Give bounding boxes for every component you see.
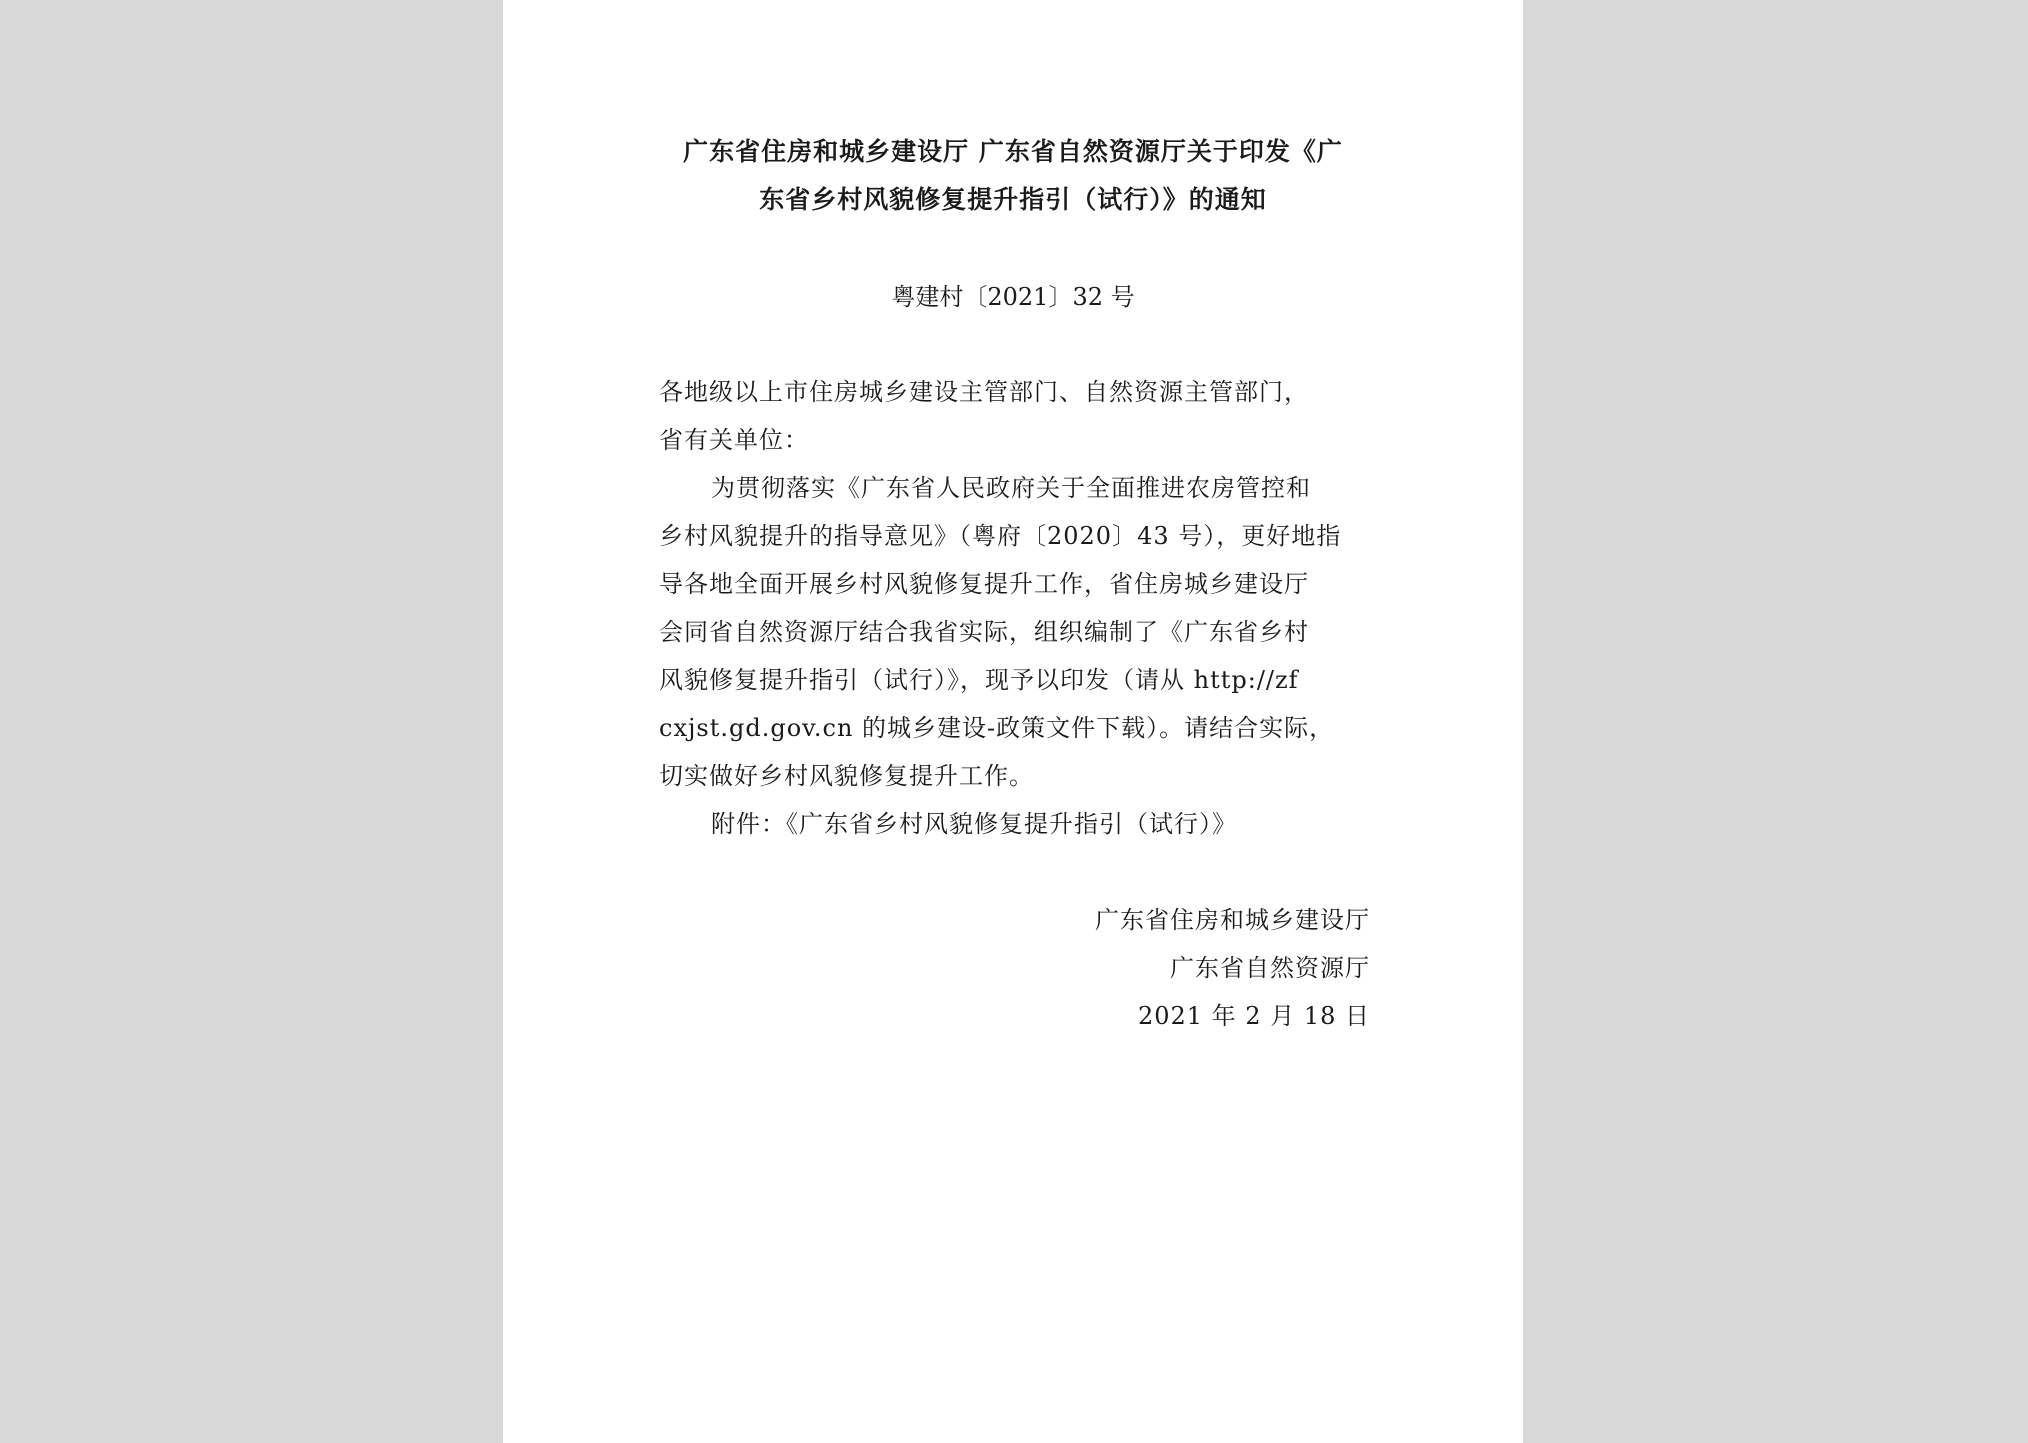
addressee-line-2: 省有关单位： [659, 426, 809, 454]
signature-issuer-2: 广东省自然资源厅 [1170, 954, 1370, 982]
body-line-7: 切实做好乡村风貌修复提升工作。 [659, 762, 1034, 790]
document-title-line-2: 东省乡村风貌修复提升指引（试行）》的通知 [759, 185, 1267, 214]
body-line-1: 为贯彻落实《广东省人民政府关于全面推进农房管控和 [711, 474, 1311, 502]
attachment-line: 附件：《广东省乡村风貌修复提升指引（试行）》 [711, 810, 1237, 838]
signature-date: 2021 年 2 月 18 日 [1137, 1002, 1370, 1030]
body-line-4: 会同省自然资源厅结合我省实际，组织编制了《广东省乡村 [659, 618, 1309, 646]
document-page [503, 0, 1523, 1443]
signature-issuer-1: 广东省住房和城乡建设厅 [1095, 906, 1370, 934]
body-line-5: 风貌修复提升指引（试行）》，现予以印发（请从 http://zf [659, 666, 1299, 694]
body-line-6: cxjst.gd.gov.cn 的城乡建设-政策文件下载）。请结合实际， [659, 714, 1335, 742]
body-line-3: 导各地全面开展乡村风貌修复提升工作，省住房城乡建设厅 [659, 570, 1309, 598]
document-title-line-1: 广东省住房和城乡建设厅 广东省自然资源厅关于印发《广 [683, 137, 1343, 166]
document-number: 粤建村〔2021〕32 号 [891, 283, 1135, 311]
addressee-line-1: 各地级以上市住房城乡建设主管部门、自然资源主管部门， [659, 378, 1309, 406]
body-line-2: 乡村风貌提升的指导意见》（粤府〔2020〕43 号），更好地指 [659, 522, 1342, 550]
